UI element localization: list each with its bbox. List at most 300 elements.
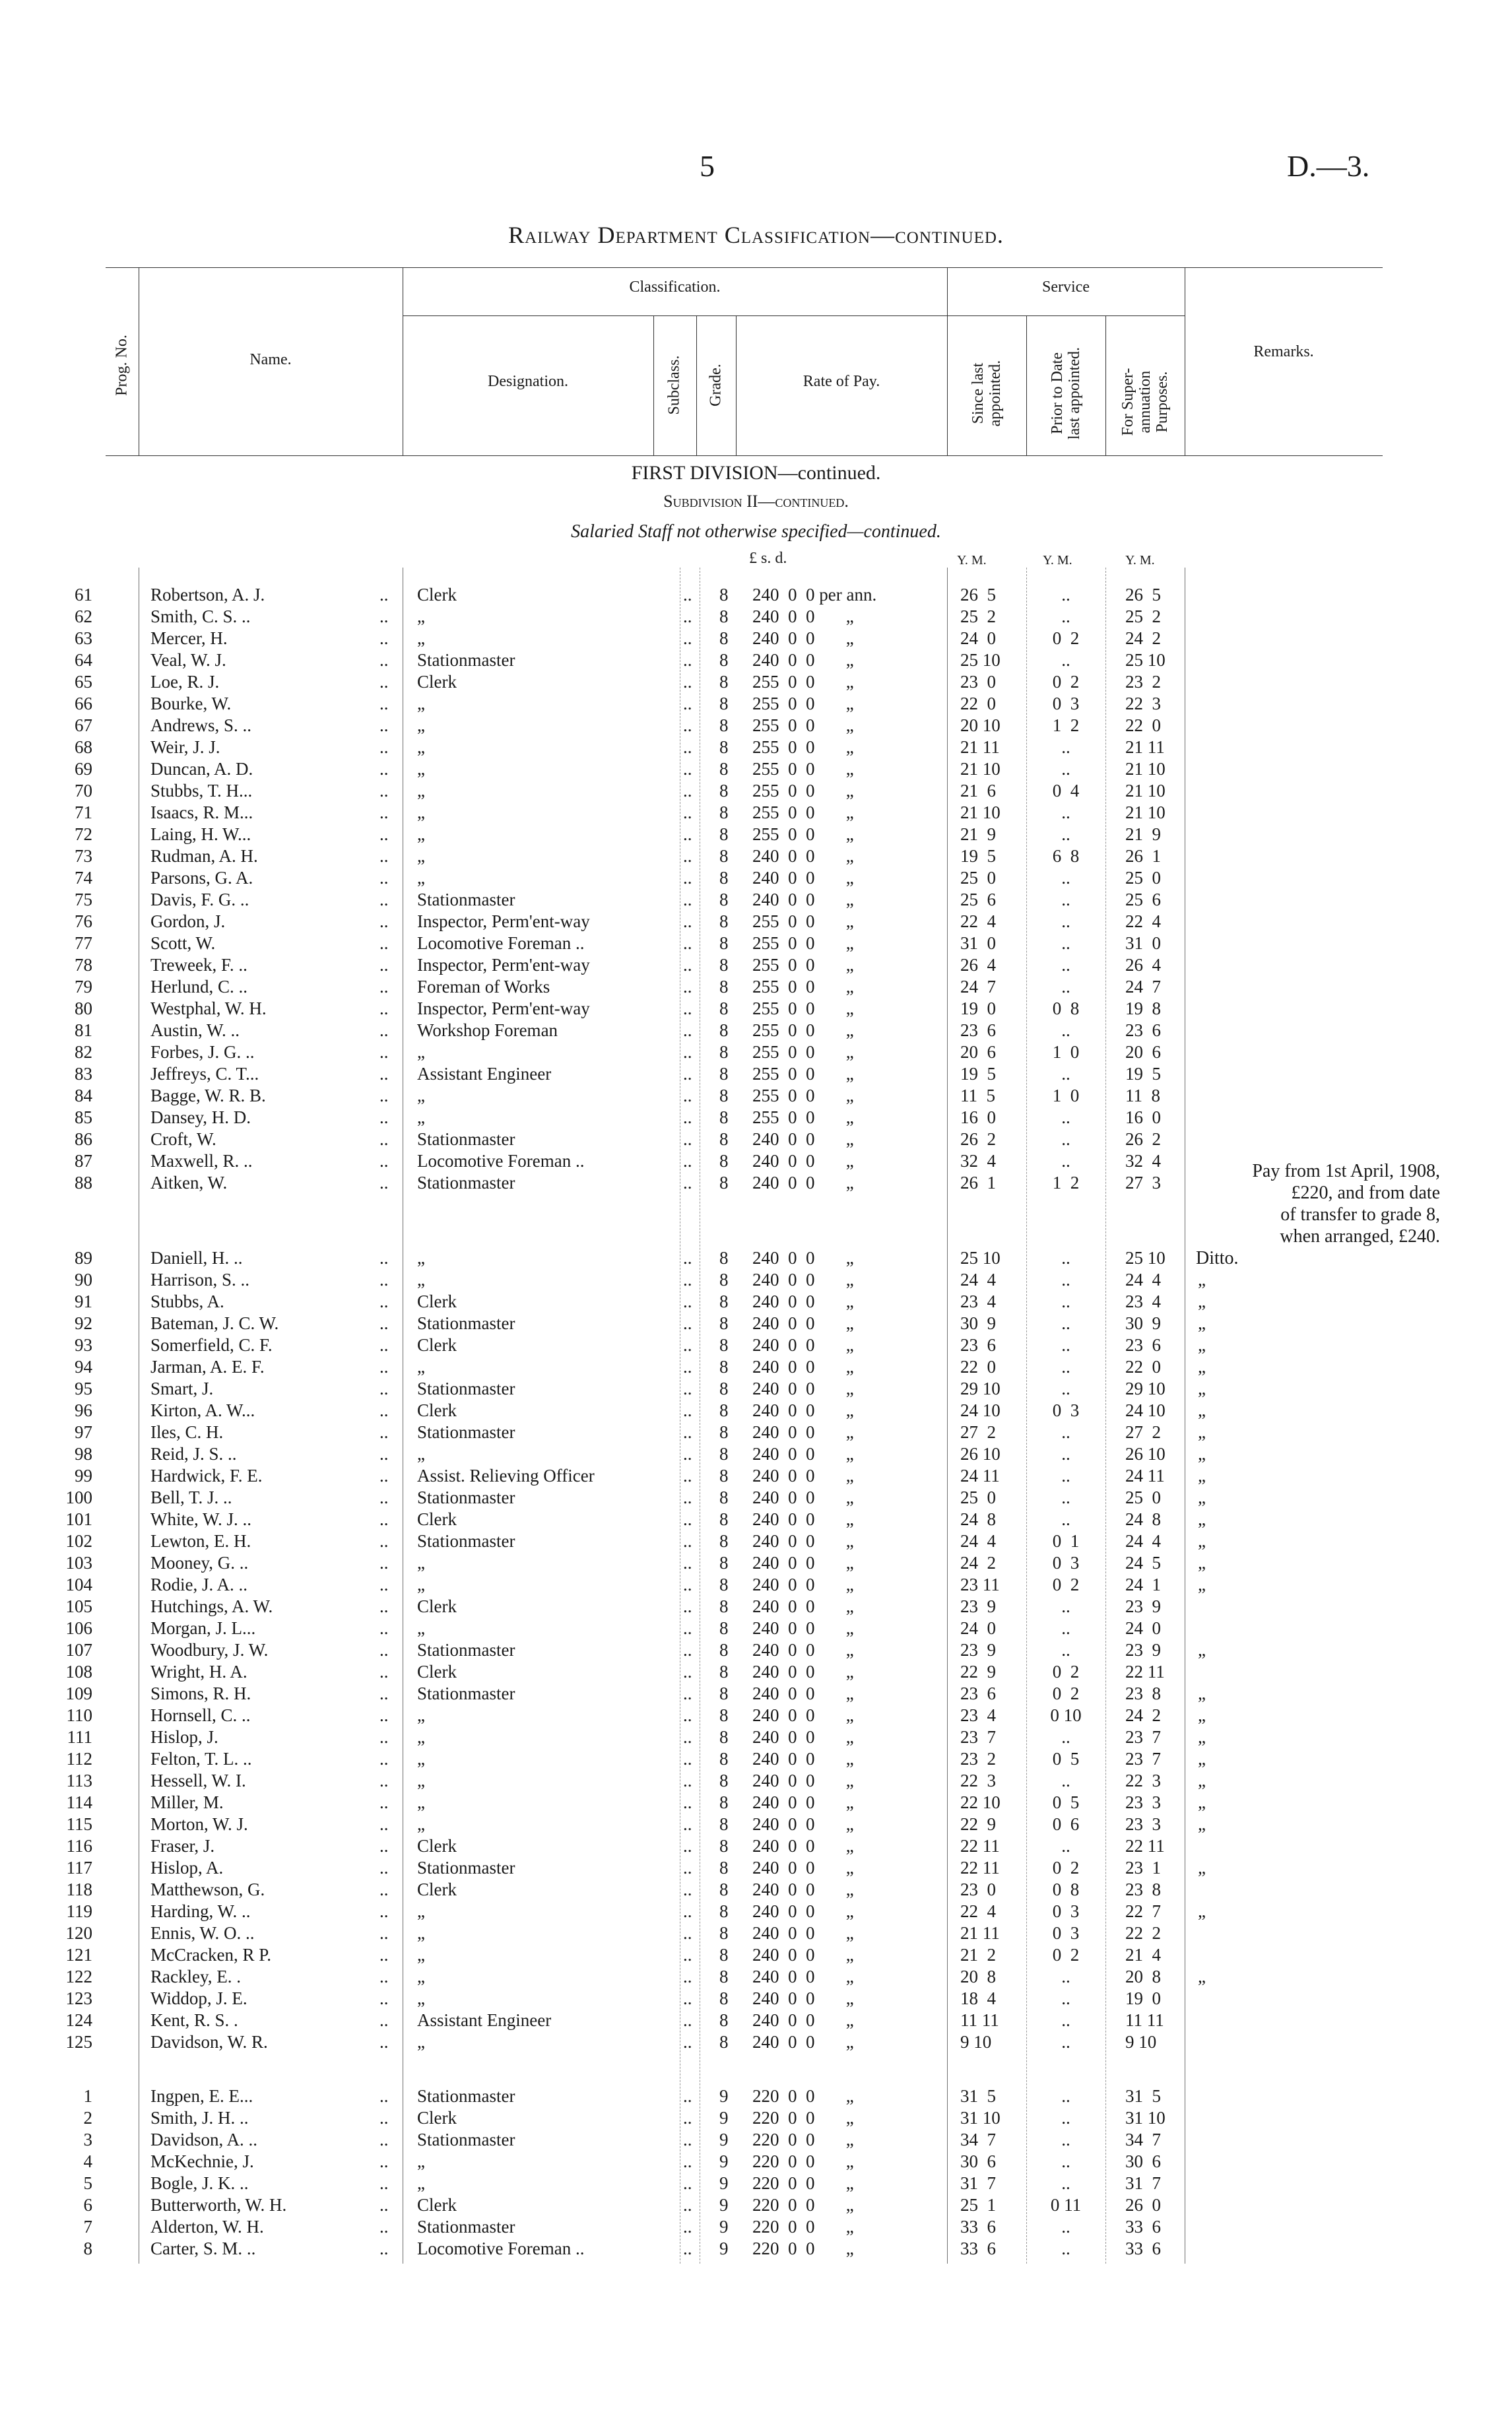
cell-pay: 220 0 0 „: [752, 2195, 854, 2215]
cell-super: 23 2: [1125, 672, 1161, 692]
cell-prior: ..: [1061, 1988, 1070, 2008]
cell-no: 76: [75, 911, 92, 931]
leader-dots: ..: [683, 2108, 692, 2128]
cell-no: 121: [65, 1945, 92, 1965]
cell-prior: ..: [1061, 868, 1070, 888]
cell-no: 82: [75, 1042, 92, 1062]
cell-no: 92: [75, 1313, 92, 1333]
leader-dots: ..: [683, 1880, 692, 1899]
cell-name: Hutchings, A. W.: [150, 1596, 273, 1616]
table-row: [0, 1901, 1512, 1922]
cell-gr: 8: [719, 2010, 729, 2030]
cell-des: „: [417, 781, 425, 801]
table-row: [0, 1063, 1512, 1085]
leader-dots: ..: [379, 1042, 389, 1062]
cell-name: Hessell, W. I.: [150, 1771, 246, 1790]
cell-prior: ..: [1061, 1064, 1070, 1084]
cell-super: 27 3: [1125, 1173, 1161, 1193]
cell-prior: ..: [1061, 737, 1070, 757]
cell-pay: 240 0 0 „: [752, 1945, 854, 1965]
cell-prior: ..: [1061, 1248, 1070, 1268]
cell-rem: „: [1198, 1640, 1206, 1660]
remarks-line: Pay from 1st April, 1908,: [1252, 1161, 1440, 1181]
cell-since: 22 11: [960, 1836, 1000, 1856]
cell-gr: 9: [719, 2195, 729, 2215]
cell-super: 22 7: [1125, 1901, 1161, 1921]
cell-pay: 255 0 0 „: [752, 977, 854, 997]
cell-super: 23 6: [1125, 1020, 1161, 1040]
remarks-ditto: Ditto.: [1196, 1248, 1239, 1268]
table-row: [0, 1683, 1512, 1705]
staff-heading: Salaried Staff not otherwise specified—continued.: [571, 521, 941, 542]
cell-since: 23 0: [960, 672, 996, 692]
table-row: [0, 1792, 1512, 1814]
cell-super: 24 0: [1125, 1618, 1161, 1638]
cell-since: 20 8: [960, 1967, 996, 1986]
cell-since: 30 6: [960, 2151, 996, 2171]
cell-name: Stubbs, T. H...: [150, 781, 253, 801]
cell-no: 71: [75, 803, 92, 822]
cell-pay: 240 0 0 „: [752, 1292, 854, 1311]
cell-des: Inspector, Perm'ent-way: [417, 999, 590, 1018]
table-row: [0, 2129, 1512, 2151]
cell-prior: 0 6: [1052, 1814, 1080, 1834]
table-row: [0, 758, 1512, 780]
leader-dots: ..: [379, 2195, 389, 2215]
cell-gr: 8: [719, 1488, 729, 1507]
leader-dots: ..: [379, 1422, 389, 1442]
cell-pay: 240 0 0 „: [752, 650, 854, 670]
leader-dots: ..: [683, 585, 692, 605]
leader-dots: ..: [379, 999, 389, 1018]
cell-gr: 8: [719, 737, 729, 757]
cell-gr: 8: [719, 1107, 729, 1127]
cell-pay: 255 0 0 „: [752, 824, 854, 844]
table-row: [0, 1748, 1512, 1770]
cell-name: Harrison, S. ..: [150, 1270, 249, 1290]
division-heading: FIRST DIVISION—continued.: [631, 462, 881, 484]
cell-pay: 255 0 0 „: [752, 1064, 854, 1084]
cell-des: Clerk: [417, 585, 457, 605]
cell-prior: 0 3: [1052, 1400, 1080, 1420]
cell-des: „: [417, 715, 425, 735]
leader-dots: ..: [683, 1553, 692, 1573]
cell-super: 26 2: [1125, 1129, 1161, 1149]
cell-name: Felton, T. L. ..: [150, 1749, 252, 1769]
cell-rem: „: [1198, 1684, 1206, 1703]
cell-pay: 240 0 0 „: [752, 846, 854, 866]
table-row: [0, 628, 1512, 649]
cell-no: 73: [75, 846, 92, 866]
header-superannuation: For Super-annuation Purposes.: [1119, 368, 1171, 436]
cell-super: 25 6: [1125, 890, 1161, 909]
prior-units: Y. M.: [1043, 553, 1072, 568]
cell-prior: ..: [1061, 933, 1070, 953]
cell-des: „: [417, 2032, 425, 2052]
cell-name: Jarman, A. E. F.: [150, 1357, 265, 1377]
cell-name: Bogle, J. K. ..: [150, 2173, 249, 2193]
leader-dots: ..: [379, 1596, 389, 1616]
cell-prior: 0 4: [1052, 781, 1080, 801]
cell-des: „: [417, 824, 425, 844]
cell-name: McCracken, R P.: [150, 1945, 271, 1965]
header-service: Service: [1042, 278, 1090, 296]
cell-name: Weir, J. J.: [150, 737, 220, 757]
cell-rem: „: [1198, 1705, 1206, 1725]
cell-gr: 8: [719, 2032, 729, 2052]
cell-super: 23 7: [1125, 1727, 1161, 1747]
cell-super: 24 2: [1125, 1705, 1161, 1725]
cell-name: Ingpen, E. E...: [150, 2086, 253, 2106]
cell-des: Stationmaster: [417, 2130, 515, 2149]
cell-super: 27 2: [1125, 1422, 1161, 1442]
leader-dots: ..: [683, 1945, 692, 1965]
cell-super: 26 1: [1125, 846, 1161, 866]
cell-gr: 8: [719, 911, 729, 931]
cell-des: Assistant Engineer: [417, 1064, 552, 1084]
table-row: [0, 2010, 1512, 2031]
cell-since: 23 6: [960, 1335, 996, 1355]
leader-dots: ..: [379, 1814, 389, 1834]
cell-super: 30 6: [1125, 2151, 1161, 2171]
cell-no: 69: [75, 759, 92, 779]
cell-pay: 240 0 0 „: [752, 1531, 854, 1551]
leader-dots: ..: [683, 2173, 692, 2193]
leader-dots: ..: [683, 1151, 692, 1171]
leader-dots: ..: [379, 846, 389, 866]
cell-des: „: [417, 737, 425, 757]
cell-name: Veal, W. J.: [150, 650, 226, 670]
cell-des: Assistant Engineer: [417, 2010, 552, 2030]
cell-super: 20 8: [1125, 1967, 1161, 1986]
cell-name: Smith, C. S. ..: [150, 606, 251, 626]
cell-no: 89: [75, 1248, 92, 1268]
cell-rem: „: [1198, 1313, 1206, 1333]
cell-name: Widdop, J. E.: [150, 1988, 247, 2008]
cell-pay: 255 0 0 „: [752, 759, 854, 779]
table-row: [0, 1269, 1512, 1291]
cell-gr: 8: [719, 1335, 729, 1355]
cell-name: Iles, C. H.: [150, 1422, 224, 1442]
leader-dots: ..: [683, 1684, 692, 1703]
cell-prior: ..: [1061, 1379, 1070, 1398]
cell-since: 23 9: [960, 1640, 996, 1660]
cell-since: 22 4: [960, 1901, 996, 1921]
cell-no: 84: [75, 1086, 92, 1105]
cell-gr: 8: [719, 1292, 729, 1311]
leader-dots: ..: [683, 1270, 692, 1290]
cell-prior: ..: [1061, 1466, 1070, 1486]
cell-rem: „: [1198, 1771, 1206, 1790]
cell-prior: ..: [1061, 1618, 1070, 1638]
cell-super: 22 3: [1125, 694, 1161, 713]
cell-no: 95: [75, 1379, 92, 1398]
leader-dots: ..: [683, 1988, 692, 2008]
table-row: [0, 1857, 1512, 1879]
cell-des: Stationmaster: [417, 1531, 515, 1551]
cell-gr: 8: [719, 999, 729, 1018]
leader-dots: ..: [379, 759, 389, 779]
cell-pay: 240 0 0 per ann.: [752, 585, 877, 605]
cell-name: Lewton, E. H.: [150, 1531, 251, 1551]
cell-super: 31 10: [1125, 2108, 1166, 2128]
leader-dots: ..: [683, 1509, 692, 1529]
cell-name: White, W. J. ..: [150, 1509, 251, 1529]
cell-prior: 0 2: [1052, 1684, 1080, 1703]
cell-gr: 8: [719, 890, 729, 909]
cell-no: 74: [75, 868, 92, 888]
leader-dots: ..: [379, 1292, 389, 1311]
cell-super: 23 9: [1125, 1596, 1161, 1616]
cell-gr: 8: [719, 1086, 729, 1105]
header-classification: Classification.: [629, 278, 721, 296]
cell-super: 11 11: [1125, 2010, 1164, 2030]
cell-pay: 220 0 0 „: [752, 2217, 854, 2237]
cell-name: Davidson, W. R.: [150, 2032, 268, 2052]
leader-dots: ..: [379, 2173, 389, 2193]
cell-gr: 8: [719, 1042, 729, 1062]
cell-no: 63: [75, 628, 92, 648]
cell-no: 85: [75, 1107, 92, 1127]
table-row: [0, 845, 1512, 867]
leader-dots: ..: [683, 2151, 692, 2171]
cell-no: 93: [75, 1335, 92, 1355]
cell-super: 25 10: [1125, 650, 1166, 670]
cell-rem: „: [1198, 1575, 1206, 1594]
table-row: [0, 1922, 1512, 1944]
cell-des: „: [417, 628, 425, 648]
leader-dots: ..: [379, 672, 389, 692]
cell-prior: ..: [1061, 2032, 1070, 2052]
table-row: [0, 1487, 1512, 1509]
cell-since: 23 11: [960, 1575, 1000, 1594]
cell-gr: 8: [719, 824, 729, 844]
cell-prior: ..: [1061, 911, 1070, 931]
table-row: [0, 606, 1512, 628]
cell-pay: 240 0 0 „: [752, 1618, 854, 1638]
cell-super: 21 4: [1125, 1945, 1161, 1965]
cell-no: 65: [75, 672, 92, 692]
cell-since: 25 0: [960, 868, 996, 888]
leader-dots: ..: [683, 1086, 692, 1105]
cell-name: Kirton, A. W...: [150, 1400, 255, 1420]
cell-gr: 8: [719, 1880, 729, 1899]
cell-rem: „: [1198, 1335, 1206, 1355]
cell-super: 31 0: [1125, 933, 1161, 953]
cell-gr: 8: [719, 846, 729, 866]
table-row: [0, 1618, 1512, 1639]
cell-no: 110: [66, 1705, 92, 1725]
cell-name: Fraser, J.: [150, 1836, 215, 1856]
cell-name: Gordon, J.: [150, 911, 226, 931]
cell-no: 123: [65, 1988, 92, 2008]
cell-prior: ..: [1061, 1596, 1070, 1616]
cell-since: 22 4: [960, 911, 996, 931]
leader-dots: ..: [683, 650, 692, 670]
cell-since: 29 10: [960, 1379, 1001, 1398]
cell-des: „: [417, 1967, 425, 1986]
table-row: [0, 1835, 1512, 1857]
cell-name: Harding, W. ..: [150, 1901, 251, 1921]
table-row: [0, 867, 1512, 889]
cell-since: 24 11: [960, 1466, 1000, 1486]
leader-dots: ..: [683, 1575, 692, 1594]
cell-pay: 240 0 0 „: [752, 1422, 854, 1442]
cell-since: 22 9: [960, 1662, 996, 1682]
table-row: [0, 1879, 1512, 1901]
table-row: [0, 1814, 1512, 1835]
cell-des: „: [417, 846, 425, 866]
cell-rem: „: [1198, 1466, 1206, 1486]
leader-dots: ..: [683, 1042, 692, 1062]
cell-no: 79: [75, 977, 92, 997]
leader-dots: ..: [683, 1173, 692, 1193]
cell-no: 94: [75, 1357, 92, 1377]
cell-super: 23 4: [1125, 1292, 1161, 1311]
cell-super: 23 9: [1125, 1640, 1161, 1660]
cell-gr: 8: [719, 1270, 729, 1290]
leader-dots: ..: [379, 1357, 389, 1377]
cell-since: 33 6: [960, 2217, 996, 2237]
cell-des: Clerk: [417, 1400, 457, 1420]
table-row: [0, 976, 1512, 998]
cell-des: Clerk: [417, 1335, 457, 1355]
leader-dots: ..: [683, 1705, 692, 1725]
cell-pay: 240 0 0 „: [752, 1270, 854, 1290]
leader-dots: ..: [379, 977, 389, 997]
leader-dots: ..: [379, 1248, 389, 1268]
cell-since: 25 6: [960, 890, 996, 909]
leader-dots: ..: [379, 1618, 389, 1638]
cell-since: 9 10: [960, 2032, 992, 2052]
leader-dots: ..: [683, 1901, 692, 1921]
table-row: [0, 911, 1512, 933]
cell-name: Jeffreys, C. T...: [150, 1064, 259, 1084]
leader-dots: ..: [683, 2217, 692, 2237]
table-row: [0, 2238, 1512, 2260]
cell-prior: ..: [1061, 1292, 1070, 1311]
leader-dots: ..: [683, 1020, 692, 1040]
cell-gr: 8: [719, 1553, 729, 1573]
subdivision-heading: Subdivision II—continued.: [663, 492, 849, 511]
cell-prior: ..: [1061, 1967, 1070, 1986]
cell-gr: 8: [719, 1771, 729, 1790]
cell-pay: 240 0 0 „: [752, 1814, 854, 1834]
cell-since: 21 11: [960, 737, 1000, 757]
cell-prior: 0 11: [1050, 2195, 1082, 2215]
cell-pay: 240 0 0 „: [752, 1880, 854, 1899]
cell-name: Woodbury, J. W.: [150, 1640, 269, 1660]
cell-des: Stationmaster: [417, 650, 515, 670]
cell-des: Clerk: [417, 672, 457, 692]
cell-since: 21 9: [960, 824, 996, 844]
cell-prior: 0 5: [1052, 1749, 1080, 1769]
leader-dots: ..: [379, 1020, 389, 1040]
cell-since: 24 0: [960, 628, 996, 648]
cell-pay: 220 0 0 „: [752, 2130, 854, 2149]
cell-gr: 8: [719, 650, 729, 670]
cell-prior: ..: [1061, 1771, 1070, 1790]
table-row: [0, 1465, 1512, 1487]
leader-dots: ..: [379, 1988, 389, 2008]
leader-dots: ..: [379, 1335, 389, 1355]
leader-dots: ..: [379, 781, 389, 801]
leader-dots: ..: [683, 1596, 692, 1616]
leader-dots: ..: [379, 1086, 389, 1105]
cell-no: 83: [75, 1064, 92, 1084]
table-row: [0, 2151, 1512, 2173]
cell-des: Locomotive Foreman ..: [417, 933, 585, 953]
leader-dots: ..: [379, 2130, 389, 2149]
cell-prior: 0 2: [1052, 672, 1080, 692]
cell-name: Morgan, J. L...: [150, 1618, 256, 1638]
cell-no: 104: [65, 1575, 92, 1594]
cell-since: 21 10: [960, 803, 1001, 822]
cell-gr: 8: [719, 1727, 729, 1747]
table-row: [0, 1966, 1512, 1988]
leader-dots: ..: [379, 955, 389, 975]
cell-pay: 240 0 0 „: [752, 1640, 854, 1660]
cell-des: Stationmaster: [417, 1379, 515, 1398]
cell-super: 29 10: [1125, 1379, 1166, 1398]
table-row: [0, 649, 1512, 671]
leader-dots: ..: [683, 2195, 692, 2215]
cell-no: 64: [75, 650, 92, 670]
leader-dots: ..: [683, 2086, 692, 2106]
cell-since: 23 4: [960, 1292, 996, 1311]
cell-since: 33 6: [960, 2239, 996, 2258]
cell-super: 25 2: [1125, 606, 1161, 626]
cell-prior: ..: [1061, 890, 1070, 909]
cell-pay: 255 0 0 „: [752, 1020, 854, 1040]
cell-des: Clerk: [417, 1292, 457, 1311]
cell-since: 19 0: [960, 999, 996, 1018]
cell-no: 116: [66, 1836, 92, 1856]
cell-name: Carter, S. M. ..: [150, 2239, 256, 2258]
cell-prior: ..: [1061, 1313, 1070, 1333]
cell-gr: 8: [719, 1357, 729, 1377]
cell-name: Forbes, J. G. ..: [150, 1042, 255, 1062]
cell-name: Somerfield, C. F.: [150, 1335, 273, 1355]
cell-pay: 240 0 0 „: [752, 1727, 854, 1747]
leader-dots: ..: [683, 977, 692, 997]
leader-dots: ..: [683, 890, 692, 909]
cell-prior: ..: [1061, 2239, 1070, 2258]
cell-des: Inspector, Perm'ent-way: [417, 955, 590, 975]
cell-name: Hardwick, F. E.: [150, 1466, 263, 1486]
cell-gr: 8: [719, 585, 729, 605]
cell-prior: 0 3: [1052, 1553, 1080, 1573]
remarks-line: when arranged, £240.: [1280, 1226, 1440, 1247]
cell-des: „: [417, 1923, 425, 1943]
cell-prior: ..: [1061, 2010, 1070, 2030]
cell-gr: 8: [719, 1466, 729, 1486]
cell-name: Matthewson, G.: [150, 1880, 265, 1899]
cell-name: Kent, R. S. .: [150, 2010, 238, 2030]
cell-super: 22 2: [1125, 1923, 1161, 1943]
cell-des: Stationmaster: [417, 1640, 515, 1660]
header-rate-of-pay: Rate of Pay.: [803, 373, 880, 390]
cell-super: 34 7: [1125, 2130, 1161, 2149]
cell-super: 24 8: [1125, 1509, 1161, 1529]
cell-super: 23 7: [1125, 1749, 1161, 1769]
leader-dots: ..: [683, 868, 692, 888]
cell-name: Duncan, A. D.: [150, 759, 253, 779]
cell-name: Andrews, S. ..: [150, 715, 251, 735]
cell-no: 111: [67, 1727, 92, 1747]
leader-dots: ..: [683, 1640, 692, 1660]
leader-dots: ..: [379, 1270, 389, 1290]
